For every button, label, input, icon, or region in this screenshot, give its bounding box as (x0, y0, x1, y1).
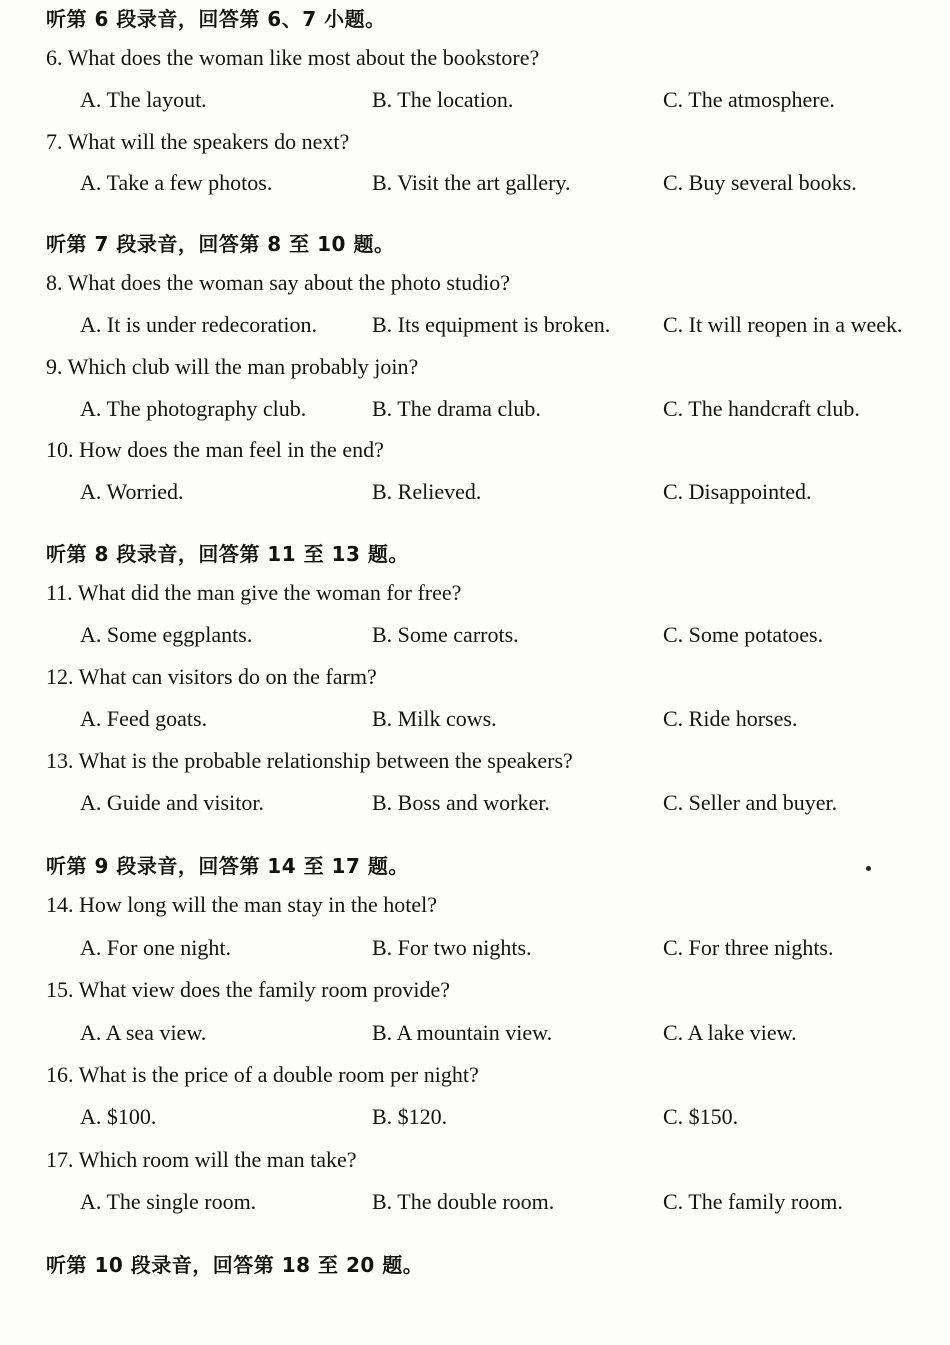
question-15: 15. What view does the family room provide? (46, 977, 451, 1002)
section-heading: 听第 10 段录音，回答第 18 至 20 题。 (46, 1253, 424, 1277)
option-8c: C. It will reopen in a week. (663, 312, 903, 337)
option-10b: B. Relieved. (372, 479, 482, 504)
option-14c: C. For three nights. (663, 935, 834, 960)
option-13a: A. Guide and visitor. (80, 790, 264, 815)
option-13c: C. Seller and buyer. (663, 790, 838, 815)
option-7a: A. Take a few photos. (80, 170, 273, 195)
option-6b: B. The location. (372, 87, 514, 112)
option-17b: B. The double room. (372, 1189, 555, 1214)
section-heading: 听第 9 段录音，回答第 14 至 17 题。 (46, 854, 409, 878)
question-8: 8. What does the woman say about the photo studio? (46, 270, 510, 295)
option-12c: C. Ride horses. (663, 706, 798, 731)
option-14a: A. For one night. (80, 935, 231, 960)
section-heading: 听第 6 段录音，回答第 6、7 小题。 (46, 7, 386, 31)
option-11a: A. Some eggplants. (80, 622, 253, 647)
question-16: 16. What is the price of a double room per night? (46, 1062, 479, 1087)
option-7b: B. Visit the art gallery. (372, 170, 571, 195)
option-10c: C. Disappointed. (663, 479, 812, 504)
option-17c: C. The family room. (663, 1189, 843, 1214)
option-17a: A. The single room. (80, 1189, 257, 1214)
question-6: 6. What does the woman like most about the bookstore? (46, 45, 540, 70)
option-6a: A. The layout. (80, 87, 207, 112)
section-heading: 听第 7 段录音，回答第 8 至 10 题。 (46, 232, 395, 256)
option-9b: B. The drama club. (372, 396, 541, 421)
question-7: 7. What will the speakers do next? (46, 129, 350, 154)
option-8b: B. Its equipment is broken. (372, 312, 611, 337)
question-17: 17. Which room will the man take? (46, 1147, 357, 1172)
question-9: 9. Which club will the man probably join? (46, 354, 419, 379)
option-11b: B. Some carrots. (372, 622, 519, 647)
scan-speck (866, 866, 871, 871)
option-9c: C. The handcraft club. (663, 396, 860, 421)
option-8a: A. It is under redecoration. (80, 312, 318, 337)
option-16c: C. $150. (663, 1104, 739, 1129)
option-16b: B. $120. (372, 1104, 448, 1129)
option-7c: C. Buy several books. (663, 170, 857, 195)
question-10: 10. How does the man feel in the end? (46, 437, 384, 462)
option-15c: C. A lake view. (663, 1020, 797, 1045)
option-15b: B. A mountain view. (372, 1020, 553, 1045)
option-10a: A. Worried. (80, 479, 184, 504)
option-11c: C. Some potatoes. (663, 622, 824, 647)
question-12: 12. What can visitors do on the farm? (46, 664, 377, 689)
option-13b: B. Boss and worker. (372, 790, 550, 815)
section-heading: 听第 8 段录音，回答第 11 至 13 题。 (46, 542, 409, 566)
option-6c: C. The atmosphere. (663, 87, 835, 112)
option-9a: A. The photography club. (80, 396, 307, 421)
option-12a: A. Feed goats. (80, 706, 208, 731)
question-11: 11. What did the man give the woman for free? (46, 580, 462, 605)
question-14: 14. How long will the man stay in the hotel? (46, 892, 438, 917)
option-16a: A. $100. (80, 1104, 157, 1129)
option-14b: B. For two nights. (372, 935, 532, 960)
question-13: 13. What is the probable relationship between the speakers? (46, 748, 573, 773)
option-15a: A. A sea view. (80, 1020, 207, 1045)
option-12b: B. Milk cows. (372, 706, 497, 731)
